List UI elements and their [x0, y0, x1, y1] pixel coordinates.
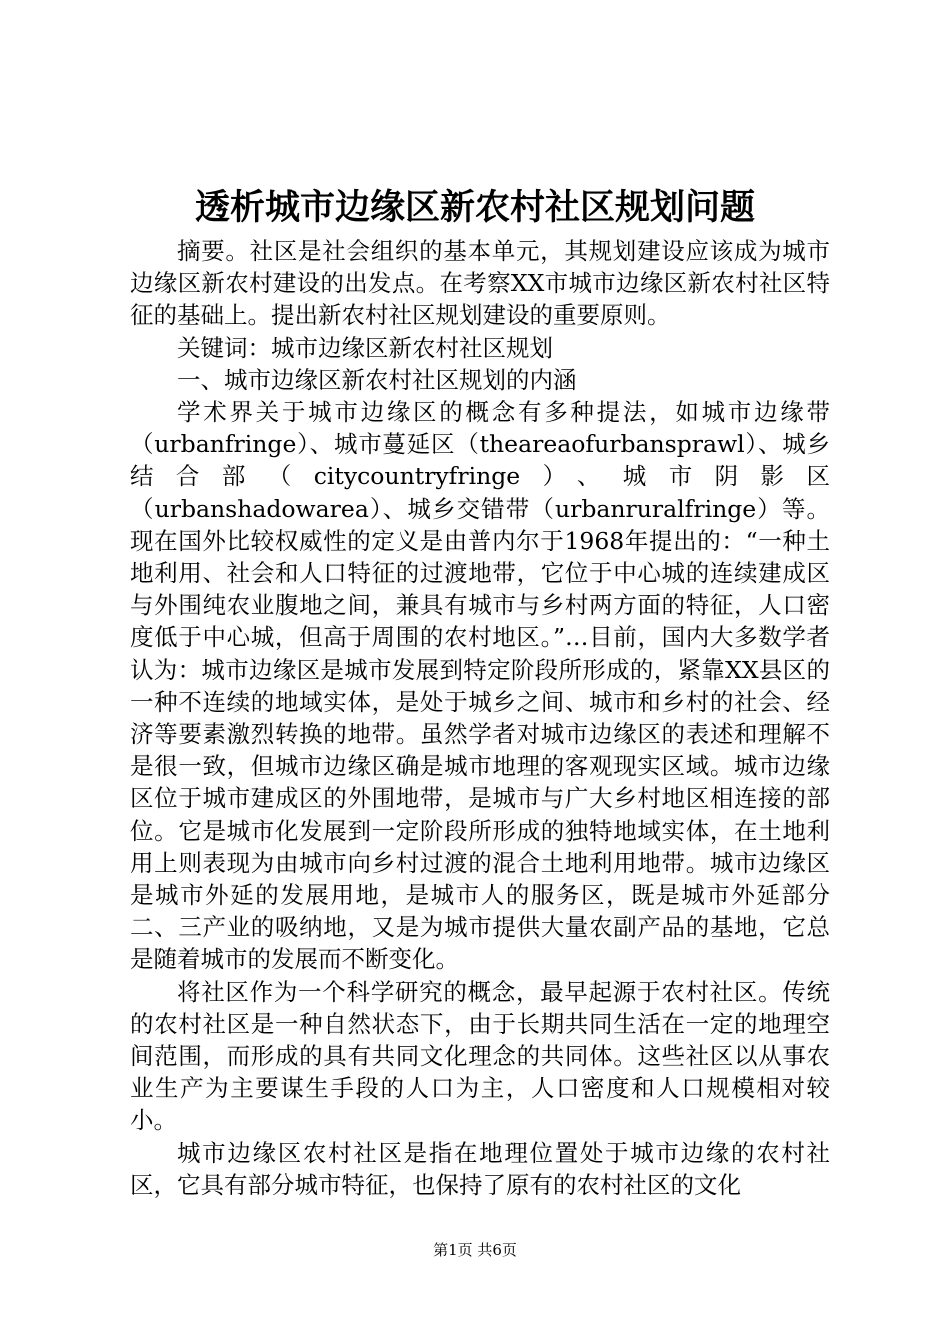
body-paragraph: 将社区作为一个科学研究的概念，最早起源于农村社区。传统的农村社区是一种自然状态下，由于长期共同生活在一定的地理空间范围，而形成的具有共同文化理念的共同体。这些社区以从事农业生产为主要谋生手段的人口为主，人口密度和人口规模相对较小。: [130, 977, 830, 1135]
abstract-paragraph: 摘要。社区是社会组织的基本单元，其规划建设应该成为城市边缘区新农村建设的出发点。在考察XX市城市边缘区新农村社区特征的基础上。提出新农村社区规划建设的重要原则。: [130, 237, 830, 330]
page-number-footer: 第1页 共6页: [433, 1241, 517, 1259]
body-paragraph: 城市边缘区农村社区是指在地理位置处于城市边缘的农村社区，它具有部分城市特征，也保持了原有的农村社区的文化: [130, 1138, 830, 1199]
body-paragraph: 学术界关于城市边缘区的概念有多种提法，如城市边缘带（urbanfringe）、城市蔓延区（theareaofurbansprawl）、城乡结合部（citycountryfringe）、城市阴影区（urbanshadowarea）、城乡交错带（urbanruralfringe）等。现在国外比较权威性的定义是由普内尔于1968年提出的：“一种土地利用、社会和人口特征的过渡地带，它位于中心城的连续建成区与外围纯农业腹地之间，兼具有城市与乡村两方面的特征，人口密度低于中心城，但高于周围的农村地区。”…目前，国内大多数学者认为：城市边缘区是城市发展到特定阶段所形成的，紧靠XX县区的一种不连续的地域实体，是处于城乡之间、城市和乡村的社会、经济等要素激烈转换的地带。虽然学者对城市边缘区的表述和理解不是很一致，但城市边缘区确是城市地理的客观现实区域。城市边缘区位于城市建成区的外围地带，是城市与广大乡村地区相连接的部位。它是城市化发展到一定阶段所形成的独特地域实体，在土地利用上则表现为由城市向乡村过渡的混合土地利用地带。城市边缘区是城市外延的发展用地，是城市人的服务区，既是城市外延部分二、三产业的吸纳地，又是为城市提供大量农副产品的基地，它总是随着城市的发展而不断变化。: [130, 398, 830, 974]
keywords-paragraph: 关键词：城市边缘区新农村社区规划: [177, 333, 553, 362]
document-body: [130, 235, 830, 1201]
section-heading: 一、城市边缘区新农村社区规划的内涵: [177, 365, 577, 394]
document-title: 透析城市边缘区新农村社区规划问题: [194, 187, 755, 228]
